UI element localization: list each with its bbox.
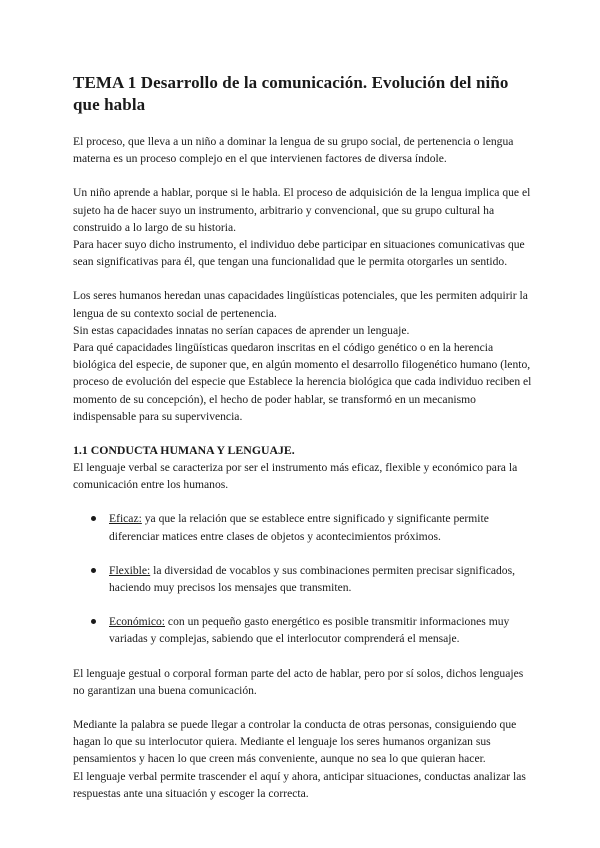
paragraph-innate-note: Sin estas capacidades innatas no serían capaces de aprender un lenguaje. (73, 323, 410, 337)
paragraph-trascender: El lenguaje verbal permite trascender el aquí y ahora, anticipar situaciones, conductas analizar las respuestas ante una situación y escoger la correcta. (73, 769, 526, 800)
section-heading: 1.1 CONDUCTA HUMANA Y LENGUAJE. (73, 443, 295, 458)
paragraph-innate-capacities: Los seres humanos heredan unas capacidades lingüísticas potenciales, que les permiten adquirir la lengua de su contexto social de pertenencia. (73, 289, 528, 320)
list-item-economico (73, 613, 533, 647)
definition-economico: con un pequeño gasto energético es posible transmitir informaciones muy variadas y complejas, sabiendo que el interlocutor comprenderá el mensaje. (109, 615, 510, 646)
characteristics-list (73, 510, 533, 647)
document-page (73, 72, 533, 802)
list-item-flexible (73, 562, 533, 596)
paragraph-palabra: Mediante la palabra se puede llegar a controlar la conducta de otras personas, consiguiendo que hagan lo que su interlocutor quiera. Mediante el lenguaje los seres humanos organizan sus pensamientos y hacen lo que creen más conveniente, aunque no sea lo que quieran hacer. (73, 718, 517, 766)
definition-eficaz: ya que la relación que se establece entre significado y significante permite diferenciar matices entre clases de objetos y acontecimientos próximos. (109, 512, 489, 543)
term-eficaz: Eficaz: (109, 512, 142, 526)
term-economico: Económico: (109, 615, 166, 629)
definition-flexible: la diversidad de vocablos y sus combinaciones permiten precisar significados, haciendo muy precisos los mensajes que transmiten. (109, 563, 515, 595)
list-item-eficaz (73, 510, 533, 544)
document-title: TEMA 1 Desarrollo de la comunicación. Evolución del niño que habla (73, 73, 509, 114)
bullet-icon (91, 619, 96, 624)
paragraph-instrument: Para hacer suyo dicho instrumento, el individuo debe participar en situaciones comunicativas que sean significativas para él, que tengan una funcionalidad que le permita otorgarles un sentido. (73, 238, 525, 269)
list-spacer (73, 596, 533, 613)
intro-paragraph: El proceso, que lleva a un niño a dominar la lengua de su grupo social, de pertenencia o lengua materna es un proceso complejo en el que intervienen factores de diversa índole. (73, 135, 514, 166)
paragraph-genetic-code: Para qué capacidades lingüísticas quedaron inscritas en el código genético o en la herencia biológica del especie, de suponer que, en algún momento el desarrollo filogenético humano (lento, proceso de evolución del especie que Establece la herencia biológica que cada individuo reciben el momento de su concepción), el hecho de poder hablar, se transformó en un mecanismo indispensable para su supervivencia. (73, 341, 532, 423)
bullet-icon (91, 568, 96, 573)
paragraph-gestual: El lenguaje gestual o corporal forman parte del acto de hablar, pero por sí solos, dichos lenguajes no garantizan una buena comunicación. (73, 666, 524, 697)
list-spacer (73, 545, 533, 562)
paragraph-acquisition: Un niño aprende a hablar, porque si le habla. El proceso de adquisición de la lengua implica que el sujeto ha de hacer suyo un instrumento, arbitrario y convencional, que su grupo cultural ha construido a lo largo de su historia. (73, 186, 531, 234)
section-lead-paragraph: El lenguaje verbal se caracteriza por ser el instrumento más eficaz, flexible y económico para la comunicación entre los humanos. (73, 461, 518, 492)
term-flexible: Flexible: (109, 563, 151, 577)
bullet-icon (91, 516, 96, 521)
